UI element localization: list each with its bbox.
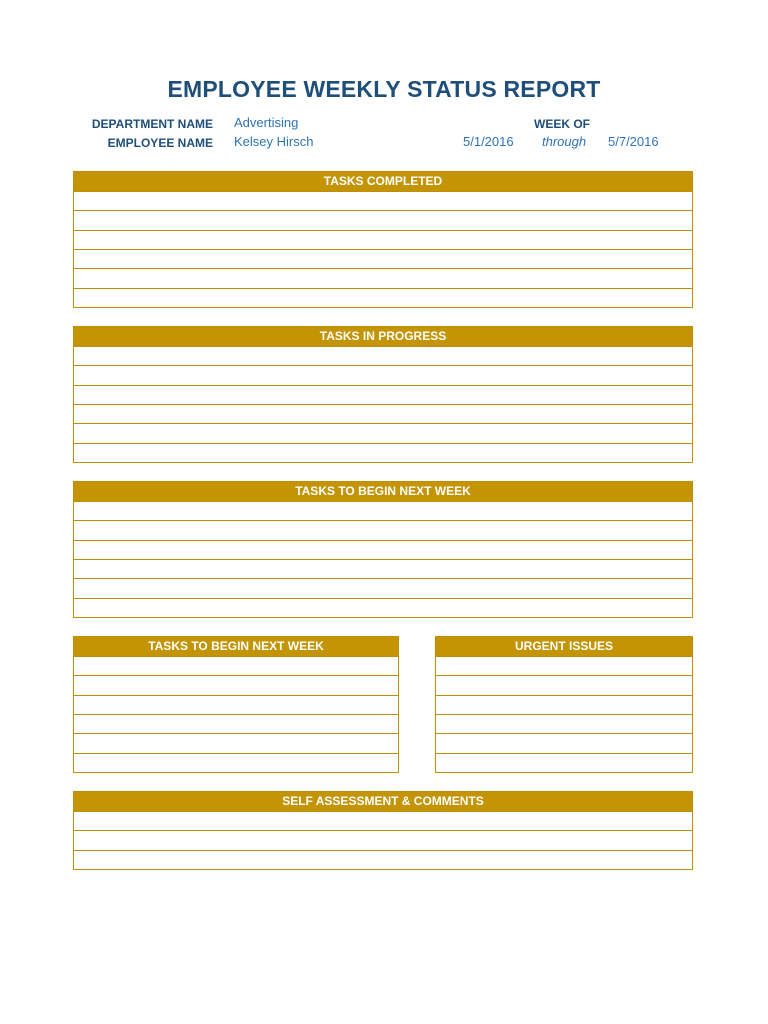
table-row[interactable] — [74, 423, 692, 442]
table-row[interactable] — [74, 598, 692, 617]
employee-value[interactable]: Kelsey Hirsch — [234, 134, 314, 149]
table-row[interactable] — [74, 230, 692, 249]
table-row[interactable] — [74, 830, 692, 849]
table-row[interactable] — [74, 443, 692, 462]
table-row[interactable] — [74, 811, 692, 830]
table-row[interactable] — [74, 385, 692, 404]
table-row[interactable] — [74, 540, 692, 559]
table-row[interactable] — [436, 695, 692, 714]
self-assessment-header: SELF ASSESSMENT & COMMENTS — [74, 792, 692, 811]
employee-label: EMPLOYEE NAME — [107, 136, 213, 150]
table-row[interactable] — [74, 365, 692, 384]
table-row[interactable] — [74, 578, 692, 597]
table-row[interactable] — [74, 249, 692, 268]
table-row[interactable] — [436, 656, 692, 675]
through-label: through — [542, 134, 587, 149]
table-row[interactable] — [74, 210, 692, 229]
tasks-in-progress-header: TASKS IN PROGRESS — [74, 327, 692, 346]
table-row[interactable] — [74, 288, 692, 307]
table-row[interactable] — [74, 714, 398, 733]
tasks-next-week-small-section — [73, 636, 399, 773]
table-row[interactable] — [74, 191, 692, 210]
table-row[interactable] — [436, 753, 692, 772]
urgent-issues-header: URGENT ISSUES — [436, 637, 692, 656]
table-row[interactable] — [74, 695, 398, 714]
urgent-issues-section — [435, 636, 693, 773]
table-row[interactable] — [74, 559, 692, 578]
table-row[interactable] — [74, 675, 398, 694]
table-row[interactable] — [74, 346, 692, 365]
tasks-next-week-header: TASKS TO BEGIN NEXT WEEK — [74, 482, 692, 501]
week-of-label: WEEK OF — [534, 117, 590, 131]
tasks-completed-header: TASKS COMPLETED — [74, 172, 692, 191]
table-row[interactable] — [74, 733, 398, 752]
table-row[interactable] — [436, 675, 692, 694]
tasks-in-progress-section — [73, 326, 693, 463]
table-row[interactable] — [436, 733, 692, 752]
table-row[interactable] — [74, 850, 692, 869]
table-row[interactable] — [436, 714, 692, 733]
week-start-date[interactable]: 5/1/2016 — [463, 134, 514, 149]
department-value[interactable]: Advertising — [234, 115, 299, 130]
tasks-completed-section — [73, 171, 693, 308]
table-row[interactable] — [74, 753, 398, 772]
table-row[interactable] — [74, 501, 692, 520]
tasks-next-week-section — [73, 481, 693, 618]
table-row[interactable] — [74, 520, 692, 539]
table-row[interactable] — [74, 404, 692, 423]
department-label: DEPARTMENT NAME — [91, 117, 213, 131]
tasks-next-week-small-header: TASKS TO BEGIN NEXT WEEK — [74, 637, 398, 656]
table-row[interactable] — [74, 268, 692, 287]
week-end-date[interactable]: 5/7/2016 — [608, 134, 659, 149]
self-assessment-section — [73, 791, 693, 870]
table-row[interactable] — [74, 656, 398, 675]
report-title: EMPLOYEE WEEKLY STATUS REPORT — [167, 76, 601, 102]
